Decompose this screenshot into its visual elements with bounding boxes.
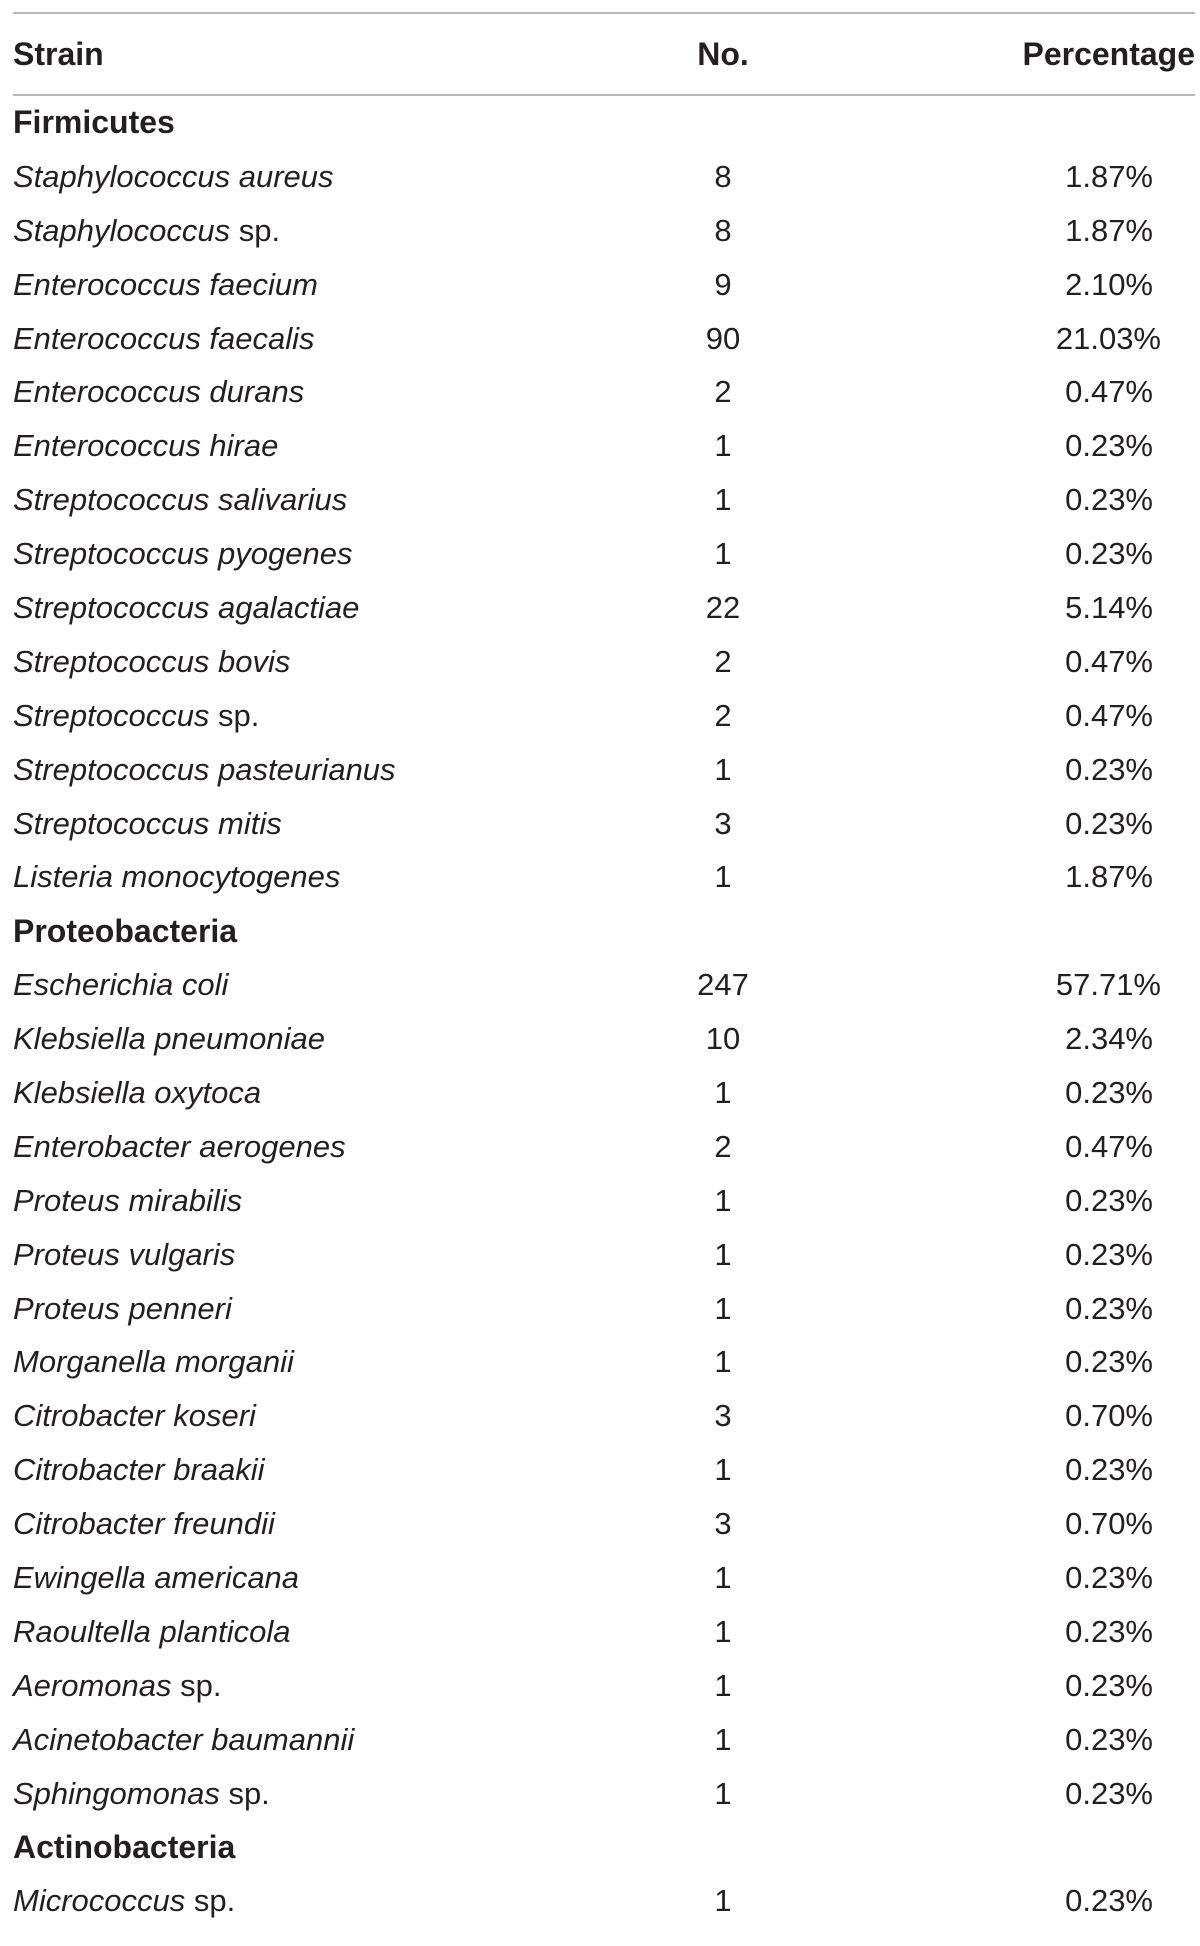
percentage-cell: 0.23% [1065, 1559, 1153, 1595]
percentage-cell: 0.23% [1065, 751, 1153, 787]
strain-name-cell [13, 150, 587, 204]
percentage-cell: 0.23% [1065, 1182, 1153, 1218]
strain-name: Proteus mirabilis [13, 1182, 243, 1218]
percentage-cell: 0.47% [1065, 643, 1153, 679]
table-row [13, 1174, 1195, 1228]
strain-name-cell [13, 312, 587, 366]
count-cell: 247 [697, 967, 749, 1003]
count-cell: 1 [714, 1613, 732, 1649]
percentage-cell: 0.23% [1065, 1074, 1153, 1110]
group-row [13, 95, 1195, 150]
strain-name-cell [13, 1282, 587, 1336]
count-cell: 1 [714, 428, 732, 464]
count-cell: 1 [714, 536, 732, 572]
count-cell: 1 [714, 1290, 732, 1326]
strain-table [13, 12, 1195, 1928]
table-header [13, 13, 1195, 95]
table-body [13, 95, 1195, 1928]
count-cell: 3 [714, 1398, 732, 1434]
percentage-cell: 0.23% [1065, 1344, 1153, 1380]
strain-name-cell [13, 1497, 587, 1551]
table-row [13, 1713, 1195, 1767]
count-cell: 22 [705, 589, 741, 625]
strain-name: Citrobacter freundii [13, 1506, 275, 1542]
strain-name: Staphylococcus aureus [13, 158, 334, 194]
table-row [13, 1874, 1195, 1928]
strain-name: Proteus vulgaris [13, 1236, 236, 1272]
strain-name: Raoultella planticola [13, 1613, 291, 1649]
count-cell: 1 [714, 1074, 732, 1110]
table-row [13, 1012, 1195, 1066]
strain-name: Acinetobacter baumannii [13, 1721, 355, 1757]
table-row [13, 204, 1195, 258]
strain-name-cell [13, 1443, 587, 1497]
strain-name-cell [13, 689, 587, 743]
strain-name: Listeria monocytogenes [13, 859, 341, 895]
table-row [13, 581, 1195, 635]
strain-name: Streptococcus salivarius [13, 482, 348, 518]
table-row [13, 1282, 1195, 1336]
percentage-cell: 0.47% [1065, 697, 1153, 733]
count-cell: 90 [705, 320, 741, 356]
header-row [13, 13, 1195, 95]
strain-name-cell [13, 1012, 587, 1066]
count-cell: 1 [714, 1775, 732, 1811]
strain-name-cell [13, 1713, 587, 1767]
strain-name: Streptococcus agalactiae [13, 589, 360, 625]
strain-name-cell [13, 958, 587, 1012]
strain-name: Staphylococcus [13, 212, 231, 248]
table-row [13, 743, 1195, 797]
strain-name-cell [13, 1228, 587, 1282]
table-row [13, 1551, 1195, 1605]
percentage-cell: 0.23% [1065, 1721, 1153, 1757]
table-row [13, 258, 1195, 312]
table-row [13, 473, 1195, 527]
strain-name: Klebsiella pneumoniae [13, 1021, 325, 1057]
count-cell: 2 [714, 374, 732, 410]
group-name: Proteobacteria [13, 912, 238, 949]
strain-name-cell [13, 635, 587, 689]
group-name: Firmicutes [13, 104, 175, 141]
count-cell: 1 [714, 1182, 732, 1218]
group-row [13, 904, 1195, 958]
strain-name-cell [13, 581, 587, 635]
strain-name: Streptococcus [13, 697, 210, 733]
percentage-cell: 2.34% [1065, 1021, 1153, 1057]
table-row [13, 797, 1195, 851]
strain-name-cell [13, 1066, 587, 1120]
table-row [13, 365, 1195, 419]
strain-name-cell [13, 1389, 587, 1443]
count-cell: 3 [714, 1506, 732, 1542]
column-header-strain: Strain [13, 13, 587, 95]
strain-name: Micrococcus [13, 1883, 186, 1919]
table-row [13, 527, 1195, 581]
percentage-cell: 1.87% [1065, 158, 1153, 194]
table-row [13, 958, 1195, 1012]
strain-name: Enterococcus hirae [13, 428, 279, 464]
strain-name: Klebsiella oxytoca [13, 1074, 262, 1110]
strain-name-cell [13, 527, 587, 581]
count-cell: 3 [714, 805, 732, 841]
strain-name: Ewingella americana [13, 1559, 300, 1595]
count-cell: 1 [714, 1452, 732, 1488]
percentage-cell: 0.70% [1065, 1398, 1153, 1434]
strain-name-cell [13, 1335, 587, 1389]
strain-name: Enterococcus faecium [13, 266, 318, 302]
strain-name: Streptococcus mitis [13, 805, 282, 841]
strain-name-cell [13, 1120, 587, 1174]
table-row [13, 1659, 1195, 1713]
count-cell: 8 [714, 158, 732, 194]
strain-suffix: sp. [230, 212, 281, 248]
table-row [13, 1767, 1195, 1821]
count-cell: 1 [714, 482, 732, 518]
percentage-cell: 0.47% [1065, 374, 1153, 410]
strain-name: Sphingomonas [13, 1775, 220, 1811]
count-cell: 2 [714, 643, 732, 679]
strain-name-cell [13, 743, 587, 797]
count-cell: 1 [714, 1559, 732, 1595]
percentage-cell: 0.23% [1065, 1613, 1153, 1649]
percentage-cell: 0.23% [1065, 428, 1153, 464]
count-cell: 2 [714, 697, 732, 733]
column-header-percentage: Percentage [859, 13, 1195, 95]
count-cell: 1 [714, 751, 732, 787]
column-header-no: No. [587, 13, 859, 95]
table-row [13, 850, 1195, 904]
percentage-cell: 0.70% [1065, 1506, 1153, 1542]
table-row [13, 1120, 1195, 1174]
percentage-cell: 21.03% [1055, 320, 1161, 356]
strain-suffix: sp. [219, 1775, 270, 1811]
percentage-cell: 0.23% [1065, 1452, 1153, 1488]
table-row [13, 689, 1195, 743]
count-cell: 9 [714, 266, 732, 302]
strain-suffix: sp. [209, 697, 260, 733]
percentage-cell: 1.87% [1065, 212, 1153, 248]
strain-name: Streptococcus pasteurianus [13, 751, 396, 787]
percentage-cell: 5.14% [1065, 589, 1153, 625]
percentage-cell: 2.10% [1065, 266, 1153, 302]
strain-name: Enterococcus durans [13, 374, 305, 410]
strain-name: Aeromonas [13, 1667, 172, 1703]
table-row [13, 1335, 1195, 1389]
strain-name: Streptococcus bovis [13, 643, 291, 679]
table-row [13, 1497, 1195, 1551]
percentage-cell: 0.23% [1065, 482, 1153, 518]
strain-name-cell [13, 1605, 587, 1659]
strain-name: Morganella morganii [13, 1344, 294, 1380]
strain-name-cell [13, 850, 587, 904]
percentage-cell: 1.87% [1065, 859, 1153, 895]
table-row [13, 635, 1195, 689]
strain-name-cell [13, 1767, 587, 1821]
table-row [13, 1066, 1195, 1120]
strain-name: Streptococcus pyogenes [13, 536, 353, 572]
percentage-cell: 0.47% [1065, 1128, 1153, 1164]
count-cell: 1 [714, 1883, 732, 1919]
count-cell: 10 [705, 1021, 741, 1057]
strain-name: Citrobacter braakii [13, 1452, 265, 1488]
count-cell: 8 [714, 212, 732, 248]
strain-name-cell [13, 204, 587, 258]
table-row [13, 1389, 1195, 1443]
count-cell: 1 [714, 1721, 732, 1757]
strain-name-cell [13, 1551, 587, 1605]
percentage-cell: 0.23% [1065, 1290, 1153, 1326]
strain-name-cell [13, 473, 587, 527]
strain-name: Escherichia coli [13, 967, 229, 1003]
strain-name-cell [13, 797, 587, 851]
table-row [13, 1228, 1195, 1282]
table-row [13, 419, 1195, 473]
group-row [13, 1821, 1195, 1875]
strain-name-cell [13, 419, 587, 473]
strain-name: Proteus penneri [13, 1290, 232, 1326]
table-row [13, 1605, 1195, 1659]
count-cell: 1 [714, 1236, 732, 1272]
strain-name: Enterobacter aerogenes [13, 1128, 346, 1164]
strain-name-cell [13, 1659, 587, 1713]
strain-name-cell [13, 1174, 587, 1228]
count-cell: 1 [714, 1344, 732, 1380]
strain-name: Citrobacter koseri [13, 1398, 256, 1434]
percentage-cell: 57.71% [1055, 967, 1161, 1003]
percentage-cell: 0.23% [1065, 1236, 1153, 1272]
count-cell: 1 [714, 859, 732, 895]
count-cell: 2 [714, 1128, 732, 1164]
strain-suffix: sp. [185, 1883, 236, 1919]
strain-name-cell [13, 365, 587, 419]
group-name: Actinobacteria [13, 1828, 236, 1865]
percentage-cell: 0.23% [1065, 1883, 1153, 1919]
percentage-cell: 0.23% [1065, 536, 1153, 572]
table-row [13, 150, 1195, 204]
percentage-cell: 0.23% [1065, 1775, 1153, 1811]
strain-suffix: sp. [171, 1667, 222, 1703]
strain-name-cell [13, 258, 587, 312]
table-row [13, 1443, 1195, 1497]
strain-name-cell [13, 1874, 587, 1928]
strain-name: Enterococcus faecalis [13, 320, 315, 356]
table-row [13, 312, 1195, 366]
percentage-cell: 0.23% [1065, 1667, 1153, 1703]
percentage-cell: 0.23% [1065, 805, 1153, 841]
count-cell: 1 [714, 1667, 732, 1703]
